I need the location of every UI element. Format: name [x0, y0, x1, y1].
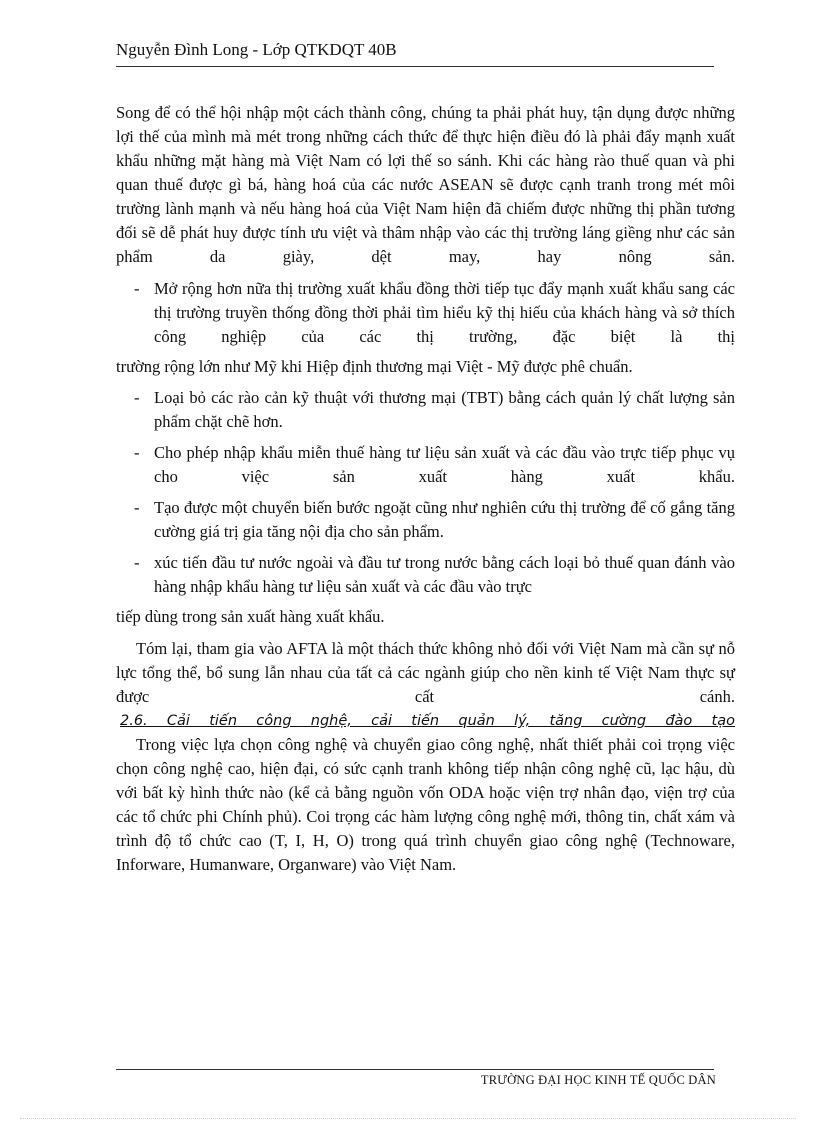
- bullet-continuation: trường rộng lớn như Mỹ khi Hiệp định thương mại Việt - Mỹ được phê chuẩn.: [116, 357, 633, 376]
- bullet-text: xúc tiến đầu tư nước ngoài và đầu tư trong nước bằng cách loại bỏ thuế quan đánh vào hàng nhập khẩu hàng tư liệu sản xuất và các đầu vào trực: [154, 553, 735, 596]
- section-heading: 2.6. Cải tiến công nghệ, cải tiến quản lý, tăng cường đào tạo: [120, 713, 735, 729]
- bullet-text: Loại bỏ các rào cản kỹ thuật với thương mại (TBT) bằng cách quản lý chất lượng sản phẩm chặt chẽ hơn.: [154, 388, 735, 431]
- bullet-text: Cho phép nhập khẩu miễn thuế hàng tư liệu sản xuất và các đầu vào trực tiếp phục vụ cho việc sản xuất hàng xuất khẩu.: [154, 443, 735, 486]
- bullet-item: [116, 386, 735, 434]
- bullet-text: Tạo được một chuyển biến bước ngoặt cũng như nghiên cứu thị trường để cố gắng tăng cường giá trị gia tăng nội địa cho sản phẩm.: [154, 498, 735, 541]
- bullet-dash: -: [134, 553, 140, 572]
- bullet-item: [116, 277, 735, 349]
- document-body: [116, 101, 735, 877]
- bullet-text: Mở rộng hơn nữa thị trường xuất khẩu đồng thời tiếp tục đẩy mạnh xuất khẩu sang các thị trường truyền thống đồng thời phải tìm hiểu kỹ thị hiếu của khách hàng và sở thích công nghiệp của các thị trường, đặc biệt là thị: [154, 279, 735, 346]
- paragraph-conclusion: Tóm lại, tham gia vào AFTA là một thách thức không nhỏ đối với Việt Nam mà cần sự nỗ lực tổng thể, bổ sung lẫn nhau của tất cả các ngành giúp cho nền kinh tế Việt Nam thực sự được cất cánh.: [116, 639, 735, 706]
- bullet-continuation: tiếp dùng trong sản xuất hàng xuất khẩu.: [116, 607, 385, 626]
- page-footer: TRƯỜNG ĐẠI HỌC KINH TẾ QUỐC DÂN: [480, 1073, 716, 1087]
- paragraph-technology: Trong việc lựa chọn công nghệ và chuyển giao công nghệ, nhất thiết phải coi trọng việc chọn công nghệ cao, hiện đại, có sức cạnh tranh không tiếp nhận công nghệ cũ, lạc hậu, dù với bất kỳ hình thức nào (kể cả bằng nguồn vốn ODA hoặc viện trợ nhân đạo, viện trợ của các tổ chức phi Chính phủ). Coi trọng các hàm lượng công nghệ mới, thông tin, chất xám và trình độ tổ chức cao (T, I, H, O) trong quá trình chuyển giao công nghệ (Technoware, Inforware, Humanware, Organware) vào Việt Nam.: [116, 735, 735, 874]
- bullet-item: [116, 441, 735, 489]
- bullet-dash: -: [134, 498, 140, 517]
- header-divider: [116, 66, 714, 67]
- page-bottom-border: [20, 1118, 796, 1119]
- page-header: Nguyễn Đình Long - Lớp QTKDQT 40B: [116, 40, 397, 59]
- bullet-dash: -: [134, 388, 140, 407]
- bullet-dash: -: [134, 279, 140, 298]
- bullet-dash: -: [134, 443, 140, 462]
- bullet-item: [116, 496, 735, 544]
- bullet-item: [116, 551, 735, 599]
- footer-divider: [116, 1069, 714, 1070]
- paragraph-intro: Song để có thể hội nhập một cách thành công, chúng ta phải phát huy, tận dụng được những lợi thế của mình mà mét trong những cách thức để thực hiện điều đó là phải đẩy mạnh xuất khẩu những mặt hàng mà Việt Nam có lợi thế so sánh. Khi các hàng rào thuế quan và phi quan thuế được gì bá, hàng hoá của các nước ASEAN sẽ được cạnh tranh trong mét môi trường lành mạnh và nếu hàng hoá của Việt Nam hiện đã chiếm được những thị phần tương đối sẽ dễ phát huy được tính ưu việt và thâm nhập vào các thị trường láng giềng như các sản phẩm da giày, dệt may, hay nông sản.: [116, 103, 735, 266]
